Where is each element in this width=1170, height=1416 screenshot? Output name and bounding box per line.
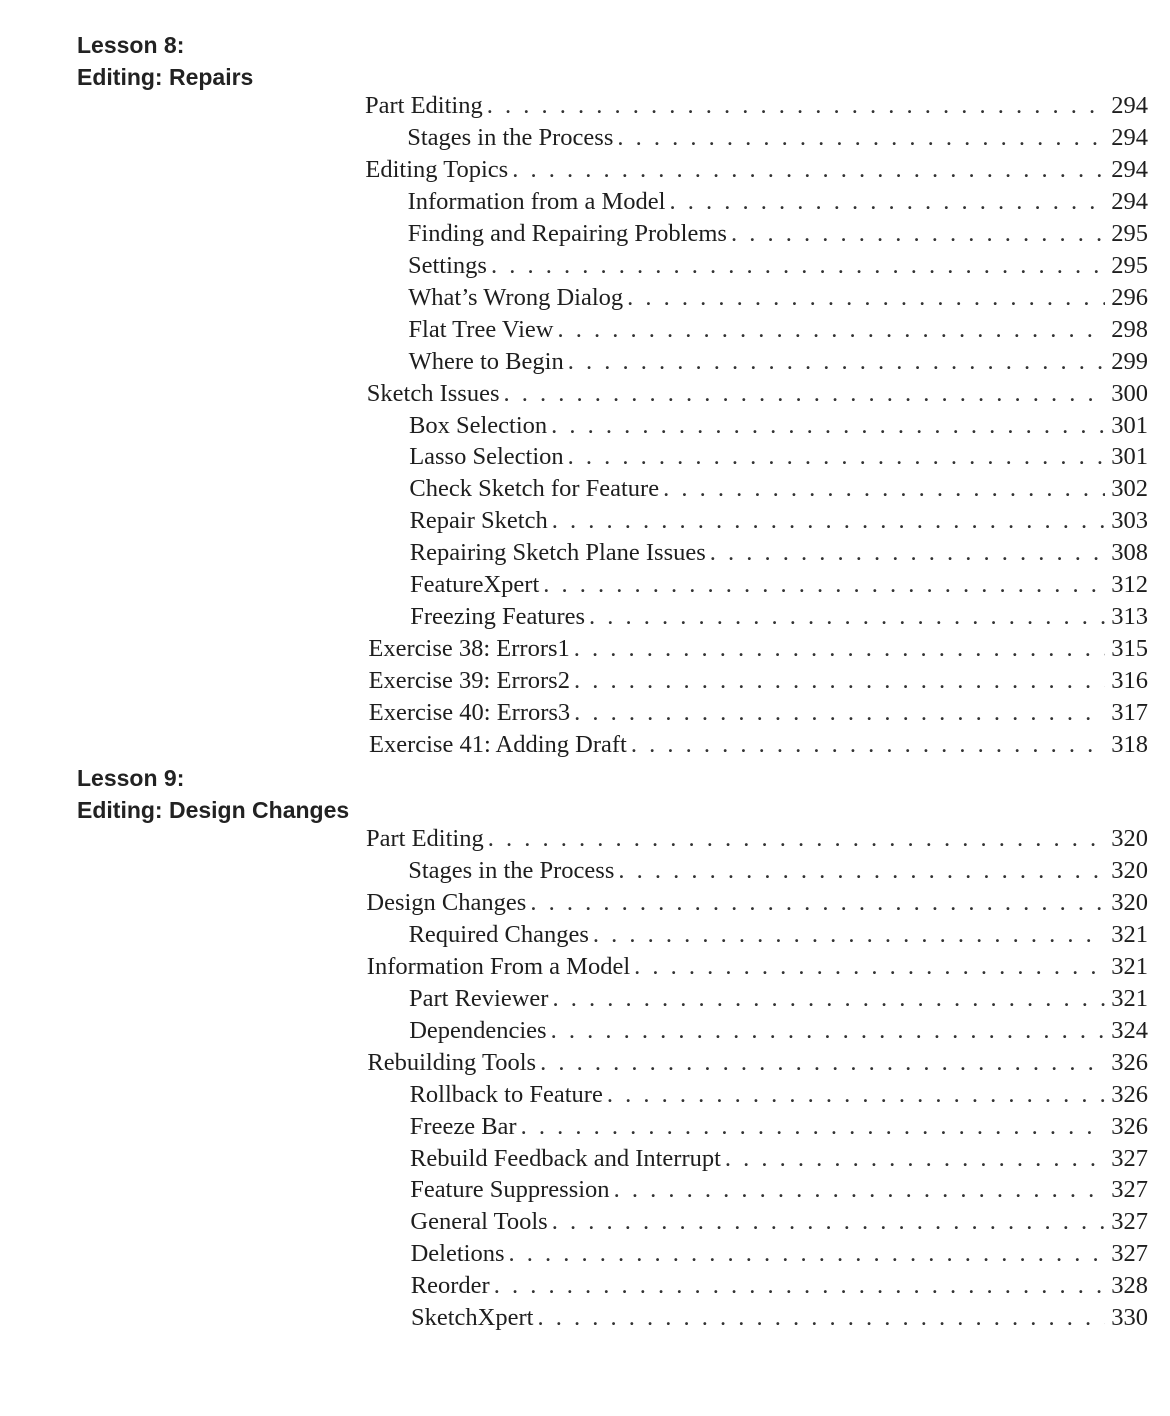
toc-entry[interactable] [410, 537, 1148, 569]
dot-leader [540, 1047, 1105, 1079]
toc-entry[interactable] [365, 154, 1148, 186]
toc-entry-label: Check Sketch for Feature [409, 475, 660, 503]
dot-leader [530, 887, 1105, 919]
toc-entry-label: Deletions [410, 1240, 505, 1268]
toc-entry-page-number: 302 [1111, 475, 1148, 503]
toc-entry-label: Dependencies [409, 1016, 547, 1044]
toc-entry[interactable] [410, 1111, 1148, 1143]
toc-entry-page-number: 317 [1111, 699, 1148, 727]
dot-leader [618, 855, 1105, 887]
dot-leader [487, 90, 1106, 122]
toc-entry[interactable] [409, 346, 1148, 378]
dot-leader [710, 537, 1105, 569]
dot-leader [725, 1143, 1105, 1175]
toc-entry-page-number: 299 [1111, 347, 1148, 375]
toc-entry[interactable] [366, 887, 1148, 919]
dot-leader [491, 250, 1105, 282]
toc-entry[interactable] [408, 186, 1148, 218]
toc-entry-page-number: 326 [1111, 1112, 1148, 1140]
dot-leader [627, 282, 1105, 314]
dot-leader [634, 951, 1105, 983]
toc-entry-label: Where to Begin [408, 347, 564, 375]
toc-entry-label: Finding and Repairing Problems [407, 219, 727, 247]
toc-entry-page-number: 294 [1111, 123, 1148, 151]
toc-entry-label: Freeze Bar [409, 1112, 517, 1140]
toc-entry-label: Part Reviewer [409, 984, 549, 1012]
dot-leader [551, 410, 1105, 442]
toc-entry-page-number: 324 [1111, 1016, 1148, 1044]
toc-entry[interactable] [409, 1015, 1148, 1047]
toc-entry[interactable] [408, 282, 1148, 314]
dot-leader [663, 473, 1105, 505]
toc-entry-label: SketchXpert [411, 1304, 534, 1332]
toc-entry-page-number: 294 [1111, 155, 1148, 183]
dot-leader [631, 729, 1105, 761]
lesson-9-heading [77, 762, 349, 826]
dot-leader [509, 1238, 1106, 1270]
toc-entry-page-number: 327 [1111, 1144, 1148, 1172]
toc-entry-page-number: 303 [1111, 507, 1148, 535]
toc-entry-label: Exercise 38: Errors1 [368, 635, 570, 663]
dot-leader [557, 314, 1105, 346]
toc-entry-label: Box Selection [409, 411, 548, 439]
toc-entry-label: Lasso Selection [409, 443, 564, 471]
toc-entry-label: Repairing Sketch Plane Issues [409, 539, 706, 567]
toc-entry-label: Flat Tree View [408, 315, 554, 343]
toc-entry-label: Settings [408, 251, 487, 279]
lesson-number: Lesson 9: [77, 765, 185, 791]
dot-leader [504, 378, 1106, 410]
toc-entry-page-number: 321 [1111, 984, 1148, 1012]
toc-entry-page-number: 298 [1111, 315, 1148, 343]
toc-entry[interactable] [369, 665, 1148, 697]
toc-entry-page-number: 315 [1111, 635, 1148, 663]
toc-entry[interactable] [367, 378, 1148, 410]
toc-entry[interactable] [409, 410, 1148, 442]
toc-entry-label: Required Changes [408, 920, 589, 948]
toc-entry-page-number: 327 [1111, 1208, 1148, 1236]
toc-entry[interactable] [365, 90, 1148, 122]
toc-entry-label: Information From a Model [366, 952, 631, 980]
toc-entry-page-number: 320 [1111, 888, 1148, 916]
toc-entry[interactable] [410, 1206, 1148, 1238]
lesson-title: Editing: Repairs [77, 64, 254, 90]
toc-entry-page-number: 326 [1111, 1080, 1148, 1108]
toc-entry[interactable] [409, 473, 1148, 505]
dot-leader [574, 633, 1105, 665]
lesson-number: Lesson 8: [77, 32, 185, 58]
toc-entry-label: Reorder [410, 1272, 490, 1300]
toc-entry-label: Part Editing [366, 825, 484, 852]
toc-entry-label: Rebuilding Tools [367, 1048, 537, 1076]
toc-entry[interactable] [367, 1047, 1148, 1079]
toc-entry[interactable] [366, 823, 1148, 855]
dot-leader [494, 1270, 1106, 1302]
lesson-8-heading [77, 29, 253, 93]
toc-entry-label: Rebuild Feedback and Interrupt [410, 1144, 721, 1172]
toc-entry-page-number: 308 [1111, 539, 1148, 567]
toc-entry-label: Exercise 39: Errors2 [368, 667, 570, 695]
toc-entry[interactable] [369, 729, 1148, 761]
toc-entry-label: Exercise 40: Errors3 [368, 699, 571, 727]
toc-entry-page-number: 330 [1111, 1304, 1148, 1332]
toc-entry[interactable] [410, 569, 1148, 601]
toc-entry[interactable] [368, 633, 1148, 665]
dot-leader [552, 983, 1105, 1015]
toc-entry-page-number: 300 [1111, 379, 1148, 407]
toc-entry-page-number: 326 [1111, 1048, 1148, 1076]
toc-entry-label: Exercise 41: Adding Draft [369, 731, 627, 758]
toc-entry[interactable] [410, 1143, 1148, 1175]
toc-entry-page-number: 320 [1111, 825, 1148, 852]
toc-entry-label: Part Editing [365, 92, 483, 119]
toc-entry-label: Design Changes [366, 888, 527, 916]
toc-entry[interactable] [367, 951, 1148, 983]
toc-entry[interactable] [409, 441, 1148, 473]
dot-leader [669, 186, 1105, 218]
toc-entry-label: Information from a Model [407, 187, 666, 215]
toc-entry-label: Editing Topics [365, 155, 509, 183]
toc-entry-page-number: 294 [1111, 187, 1148, 215]
toc-entry[interactable] [409, 919, 1148, 951]
toc-entry-label: Stages in the Process [408, 856, 615, 884]
toc-entry[interactable] [409, 983, 1148, 1015]
toc-entry-label: FeatureXpert [410, 571, 540, 599]
toc-entry[interactable] [411, 1270, 1148, 1302]
toc-entry-page-number: 313 [1111, 603, 1148, 631]
toc-entry[interactable] [408, 250, 1148, 282]
toc-entry-page-number: 301 [1111, 411, 1148, 439]
toc-entry[interactable] [407, 122, 1148, 154]
toc-entry[interactable] [410, 505, 1148, 537]
dot-leader [543, 569, 1105, 601]
dot-leader [551, 1015, 1106, 1047]
toc-entry-label: General Tools [410, 1208, 548, 1236]
toc-entry-page-number: 321 [1111, 920, 1148, 948]
toc-entry[interactable] [410, 1174, 1148, 1206]
dot-leader [614, 1174, 1106, 1206]
toc-entry-label: Sketch Issues [366, 379, 500, 407]
toc-entry-label: Stages in the Process [407, 123, 614, 151]
toc-entry-label: Rollback to Feature [409, 1080, 603, 1108]
toc-entry-page-number: 327 [1111, 1176, 1148, 1204]
dot-leader [593, 919, 1105, 951]
toc-entry[interactable] [408, 314, 1148, 346]
dot-leader [568, 346, 1106, 378]
toc-entry-label: Repair Sketch [409, 507, 548, 535]
dot-leader [574, 697, 1105, 729]
toc-entry-page-number: 295 [1111, 219, 1148, 247]
dot-leader [521, 1111, 1106, 1143]
dot-leader [589, 601, 1105, 633]
toc-entry-page-number: 328 [1111, 1272, 1148, 1300]
dot-leader [552, 1206, 1106, 1238]
dot-leader [607, 1079, 1105, 1111]
toc-entry[interactable] [410, 601, 1148, 633]
dot-leader [488, 823, 1106, 855]
dot-leader [617, 122, 1105, 154]
dot-leader [574, 665, 1105, 697]
toc-entry-page-number: 316 [1111, 667, 1148, 695]
toc-entry-page-number: 295 [1111, 251, 1148, 279]
toc-entry[interactable] [408, 218, 1148, 250]
dot-leader [552, 505, 1106, 537]
toc-entry[interactable] [410, 1079, 1148, 1111]
toc-entry[interactable] [369, 697, 1148, 729]
dot-leader [568, 441, 1106, 473]
dot-leader [512, 154, 1105, 186]
toc-entry-page-number: 318 [1111, 731, 1148, 758]
toc-entry-page-number: 296 [1111, 283, 1148, 311]
lesson-title: Editing: Design Changes [77, 797, 350, 823]
toc-entry-page-number: 294 [1111, 92, 1148, 119]
toc-entry-page-number: 312 [1111, 571, 1148, 599]
toc-entry-label: Feature Suppression [410, 1176, 610, 1204]
toc-entry-page-number: 321 [1111, 952, 1148, 980]
toc-entry-page-number: 301 [1111, 443, 1148, 471]
toc-entry-label: Freezing Features [410, 603, 586, 631]
toc-entry-page-number: 320 [1111, 856, 1148, 884]
toc-entry-page-number: 327 [1111, 1240, 1148, 1268]
toc-entry[interactable] [408, 855, 1148, 887]
toc-entry[interactable] [411, 1238, 1148, 1270]
dot-leader [731, 218, 1105, 250]
toc-entry-label: What’s Wrong Dialog [408, 283, 624, 311]
dot-leader [537, 1302, 1105, 1334]
toc-entry[interactable] [411, 1302, 1148, 1334]
